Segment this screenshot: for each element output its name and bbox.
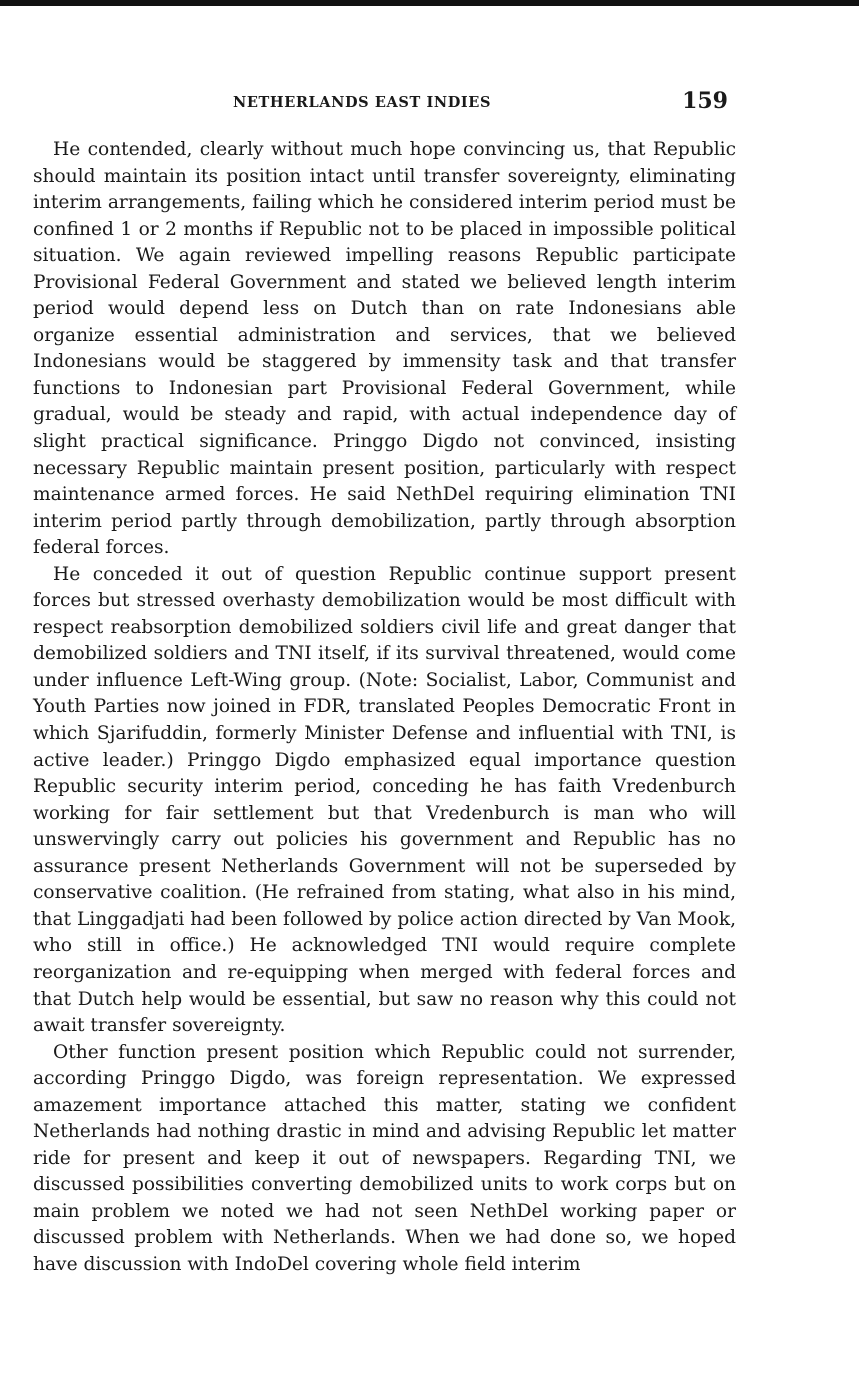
paragraph-1: He contended, clearly without much hope convincing us, that Republic should maintain its position intact until transfer sovereignty, eliminating interim arrangements, failing which he considered interim period must be confined 1 or 2 months if Republic not to be placed in impossible political situation. We again reviewed impelling reasons Republic participate Provisional Federal Government and stated we believed length interim period would depend less on Dutch than on rate Indonesians able organize essential administration and services, that we believed Indonesians would be staggered by immensity task and that transfer functions to Indonesian part Provisional Federal Government, while gradual, would be steady and rapid, with actual independence day of slight practical significance. Pringgo Digdo not convinced, insisting necessary Republic maintain present position, particularly with respect maintenance armed forces. He said NethDel requiring elimination TNI interim period partly through demobilization, partly through absorption federal forces.: [33, 139, 736, 559]
paragraph-2: He conceded it out of question Republic continue support present forces but stressed overhasty demobilization would be most difficult with respect reabsorption demobilized soldiers civil life and great danger that demobilized soldiers and TNI itself, if its survival threatened, would come under influence Left-Wing group. (Note: Socialist, Labor, Communist and Youth Parties now joined in FDR, translated Peoples Democratic Front in which Sjarifuddin, formerly Minister Defense and influential with TNI, is active leader.) Pringgo Digdo emphasized equal importance question Republic security interim period, conceding he has faith Vredenburch working for fair settlement but that Vredenburch is man who will unswervingly carry out policies his government and Republic has no assurance present Netherlands Government will not be superseded by conservative coalition. (He refrained from stating, what also in his mind, that Linggadjati had been followed by police action directed by Van Mook, who still in office.) He acknowledged TNI would require complete reorganization and re-equipping when merged with federal forces and that Dutch help would be essential, but saw no reason why this could not await transfer sovereignty.: [33, 563, 736, 1037]
top-border-rule: [0, 0, 859, 6]
running-title: NETHERLANDS EAST INDIES: [233, 94, 492, 111]
paragraph-3: Other function present position which Republic could not surrender, according Pringgo Digdo, was foreign representation. We expressed amazement importance attached this matter, stating we confident Netherlands had nothing drastic in mind and advising Republic let matter ride for present and keep it out of newspapers. Regarding TNI, we discussed possibilities converting demobilized units to work corps but on main problem we noted we had not seen NethDel working paper or discussed problem with Netherlands. When we had done so, we hoped have discussion with IndoDel covering whole field interim: [33, 1041, 736, 1275]
running-head: [33, 88, 736, 118]
body-text: [33, 137, 736, 1279]
page-number: 159: [682, 88, 728, 114]
